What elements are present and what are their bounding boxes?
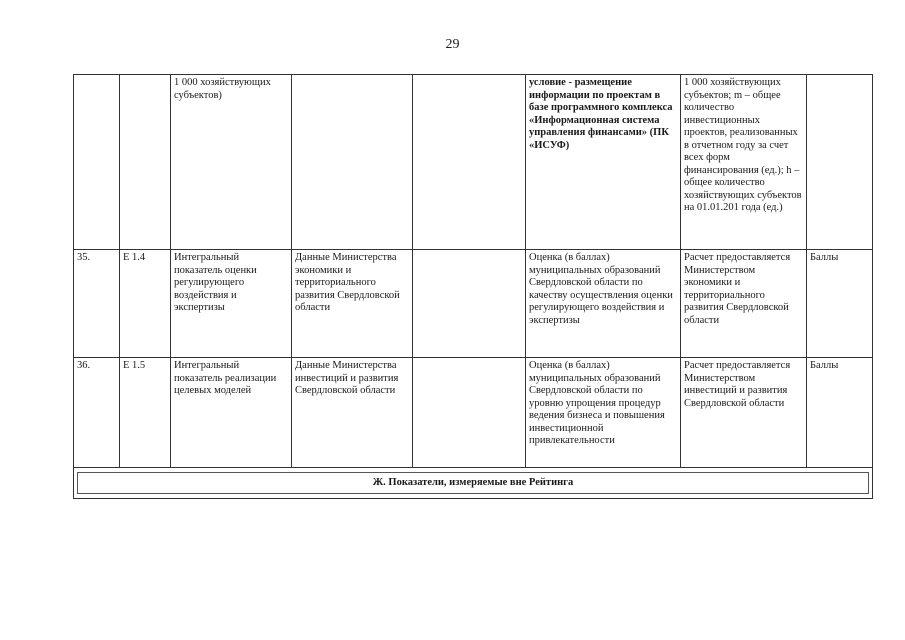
cell-calc: Расчет предоставляется Министерством экономики и территориального развития Свердловской области bbox=[681, 250, 807, 358]
cell-code: Е 1.4 bbox=[120, 250, 171, 358]
cell-unit bbox=[807, 75, 873, 250]
cell-source: Данные Министерства экономики и территориального развития Свердловской области bbox=[292, 250, 413, 358]
cell-code bbox=[120, 75, 171, 250]
cell-unit: Баллы bbox=[807, 250, 873, 358]
cell-empty bbox=[413, 75, 526, 250]
section-heading: Ж. Показатели, измеряемые вне Рейтинга bbox=[77, 472, 869, 494]
cell-indicator: Интегральный показатель реализации целевых моделей bbox=[171, 358, 292, 468]
cell-num: 36. bbox=[74, 358, 120, 468]
cell-unit: Баллы bbox=[807, 358, 873, 468]
table-row bbox=[74, 358, 873, 468]
cell-method: Оценка (в баллах) муниципальных образований Свердловской области по уровню упрощения процедур ведения бизнеса и повышения инвестиционной привлекательности bbox=[526, 358, 681, 468]
section-row bbox=[74, 468, 873, 499]
cell-source: Данные Министерства инвестиций и развития Свердловской области bbox=[292, 358, 413, 468]
cell-code: Е 1.5 bbox=[120, 358, 171, 468]
cell-indicator: 1 000 хозяйствующих субъектов) bbox=[171, 75, 292, 250]
cell-num: 35. bbox=[74, 250, 120, 358]
cell-empty bbox=[413, 358, 526, 468]
table-row bbox=[74, 250, 873, 358]
cell-empty bbox=[413, 250, 526, 358]
table-row-continuation bbox=[74, 75, 873, 250]
cell-source bbox=[292, 75, 413, 250]
cell-calc: Расчет предоставляется Министерством инвестиций и развития Свердловской области bbox=[681, 358, 807, 468]
cell-indicator: Интегральный показатель оценки регулирующего воздействия и экспертизы bbox=[171, 250, 292, 358]
cell-num bbox=[74, 75, 120, 250]
page-number: 29 bbox=[445, 37, 460, 52]
cell-calc: 1 000 хозяйствующих субъектов; m – общее количество инвестиционных проектов, реализованных в отчетном году за счет всех форм финансирования (ед.); h – общее количество хозяйствующих субъектов на 01.01.201 года (ед.) bbox=[681, 75, 807, 250]
cell-method: условие - размещение информации по проектам в базе программного комплекса «Информационная система управления финансами» (ПК «ИСУФ) bbox=[526, 75, 681, 250]
section-cell bbox=[74, 468, 873, 499]
cell-method: Оценка (в баллах) муниципальных образований Свердловской области по качеству осуществления оценки регулирующего воздействия и экспертизы bbox=[526, 250, 681, 358]
indicators-table bbox=[73, 74, 873, 499]
